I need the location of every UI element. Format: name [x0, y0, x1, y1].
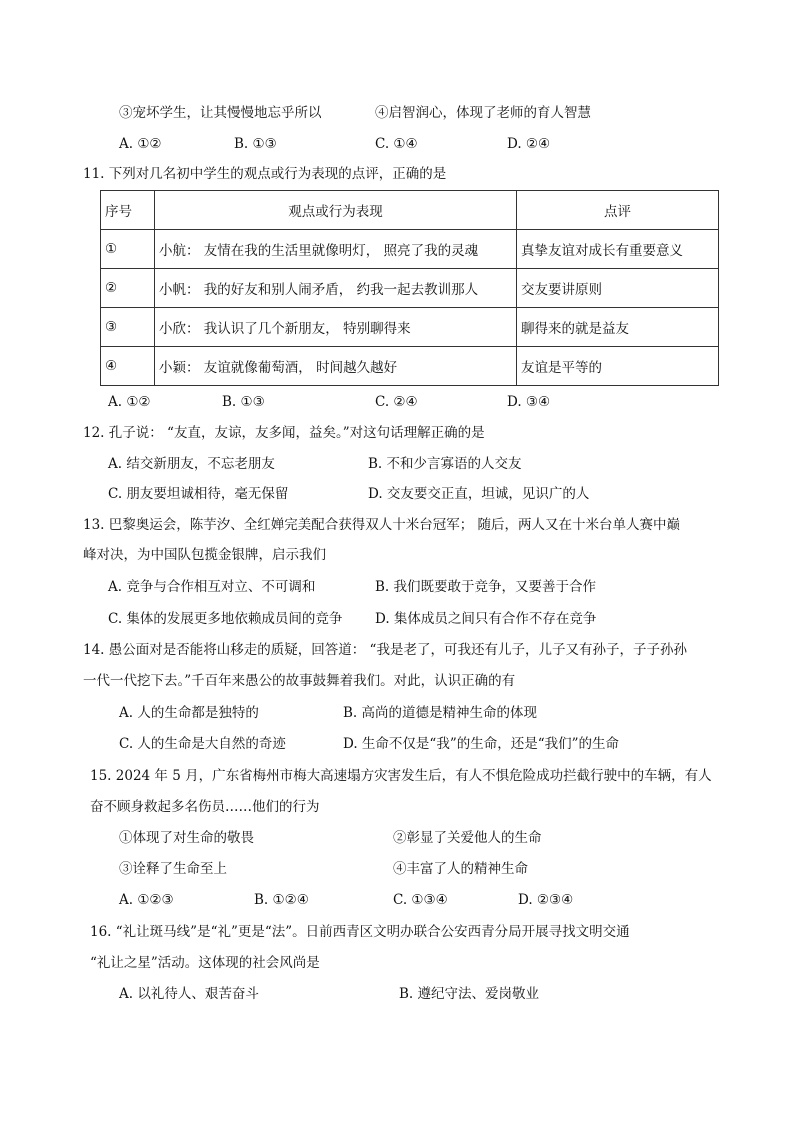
table-cell-behavior: 小欣： 我认识了几个新朋友， 特别聊得来	[155, 308, 517, 347]
q14-option-d: D. 生命不仅是“我”的生命，还是“我们”的生命	[343, 736, 620, 752]
q13-stem-line-2: 峰对决，为中国队包揽金银牌，启示我们	[83, 547, 326, 563]
q11-option-a: A. ①②	[108, 394, 151, 410]
table-header-cell: 点评	[517, 191, 719, 230]
table-header-row	[101, 191, 719, 230]
q15-stem-line-1: 15. 2024 年 5 月，广东省梅州市梅大高速塌方灾害发生后，有人不惧危险成功拦截行驶中的车辆，有人	[90, 768, 712, 784]
q11-option-d: D. ③④	[507, 394, 551, 410]
table-cell-behavior: 小帆： 我的好友和别人闹矛盾， 约我一起去教训那人	[155, 269, 517, 308]
table-cell-comment: 交友要讲原则	[517, 269, 719, 308]
q12-option-a: A. 结交新朋友，不忘老朋友	[108, 456, 275, 472]
q11-table	[100, 190, 719, 386]
q10-option-a: A. ①②	[119, 136, 162, 152]
table-cell-comment: 聊得来的就是益友	[517, 308, 719, 347]
q13-option-c: C. 集体的发展更多地依赖成员间的竞争	[108, 611, 343, 627]
table-cell-no: ④	[101, 347, 155, 386]
q15-item-4: ④丰富了人的精神生命	[393, 861, 528, 877]
q16-option-b: B. 遵纪守法、爱岗敬业	[399, 986, 540, 1002]
table-cell-no: ①	[101, 230, 155, 269]
q10-item-3: ③宠坏学生，让其慢慢地忘乎所以	[119, 105, 322, 121]
table-row	[101, 230, 719, 269]
q15-item-3: ③诠释了生命至上	[119, 861, 227, 877]
q12-option-d: D. 交友要交正直，坦诚，见识广的人	[368, 486, 590, 502]
table-header-cell: 观点或行为表现	[155, 191, 517, 230]
table-header-cell: 序号	[101, 191, 155, 230]
q16-stem-line-2: “礼让之星”活动。这体现的社会风尚是	[90, 955, 320, 971]
q15-option-a: A. ①②③	[119, 892, 174, 908]
q15-option-d: D. ②③④	[518, 892, 574, 908]
q14-option-b: B. 高尚的道德是精神生命的体现	[343, 705, 538, 721]
q13-option-a: A. 竞争与合作相互对立、不可调和	[108, 579, 316, 595]
table-cell-comment: 真挚友谊对成长有重要意义	[517, 230, 719, 269]
q15-stem-line-2: 奋不顾身救起多名伤员……他们的行为	[90, 799, 320, 815]
q14-option-c: C. 人的生命是大自然的奇迹	[119, 736, 286, 752]
q13-option-b: B. 我们既要敢于竞争，又要善于合作	[375, 579, 597, 595]
q15-option-c: C. ①③④	[393, 892, 448, 908]
q10-option-c: C. ①④	[375, 136, 418, 152]
q13-stem-line-1: 13. 巴黎奥运会，陈芋汐、全红婵完美配合获得双人十米台冠军； 随后，两人又在十米台单人赛中巅	[83, 517, 681, 533]
q12-stem: 12. 孔子说： “友直，友谅，友多闻，益矣。”对这句话理解正确的是	[83, 425, 485, 441]
q16-stem-line-1: 16. “礼让斑马线”是“礼”更是“法”。日前西青区文明办联合公安西青分局开展寻找文明交通	[90, 924, 630, 940]
q10-option-b: B. ①③	[234, 136, 277, 152]
table-cell-no: ②	[101, 269, 155, 308]
q15-option-b: B. ①②④	[254, 892, 309, 908]
table-cell-comment: 友谊是平等的	[517, 347, 719, 386]
q14-option-a: A. 人的生命都是独特的	[119, 705, 259, 721]
q13-option-d: D. 集体成员之间只有合作不存在竞争	[375, 611, 597, 627]
q15-item-1: ①体现了对生命的敬畏	[119, 830, 254, 846]
q11-stem: 11. 下列对几名初中学生的观点或行为表现的点评，正确的是	[83, 166, 447, 182]
table-row	[101, 269, 719, 308]
q15-item-2: ②彰显了关爱他人的生命	[393, 830, 542, 846]
q10-item-4: ④启智润心，体现了老师的育人智慧	[375, 105, 591, 121]
q12-option-c: C. 朋友要坦诚相待，毫无保留	[108, 486, 289, 502]
q14-stem-line-1: 14. 愚公面对是否能将山移走的质疑，回答道： “我是老了，可我还有儿子，儿子又有孙子，子子孙孙	[83, 642, 687, 658]
table-row	[101, 308, 719, 347]
table-row	[101, 347, 719, 386]
q11-option-c: C. ②④	[375, 394, 418, 410]
q14-stem-line-2: 一代一代挖下去。”千百年来愚公的故事鼓舞着我们。对此，认识正确的有	[83, 673, 516, 689]
q10-option-d: D. ②④	[507, 136, 551, 152]
table-cell-behavior: 小颖： 友谊就像葡萄酒， 时间越久越好	[155, 347, 517, 386]
table-cell-no: ③	[101, 308, 155, 347]
q16-option-a: A. 以礼待人、艰苦奋斗	[119, 986, 259, 1002]
q11-option-b: B. ①③	[222, 394, 265, 410]
table-cell-behavior: 小航： 友情在我的生活里就像明灯， 照亮了我的灵魂	[155, 230, 517, 269]
q12-option-b: B. 不和少言寡语的人交友	[368, 456, 522, 472]
